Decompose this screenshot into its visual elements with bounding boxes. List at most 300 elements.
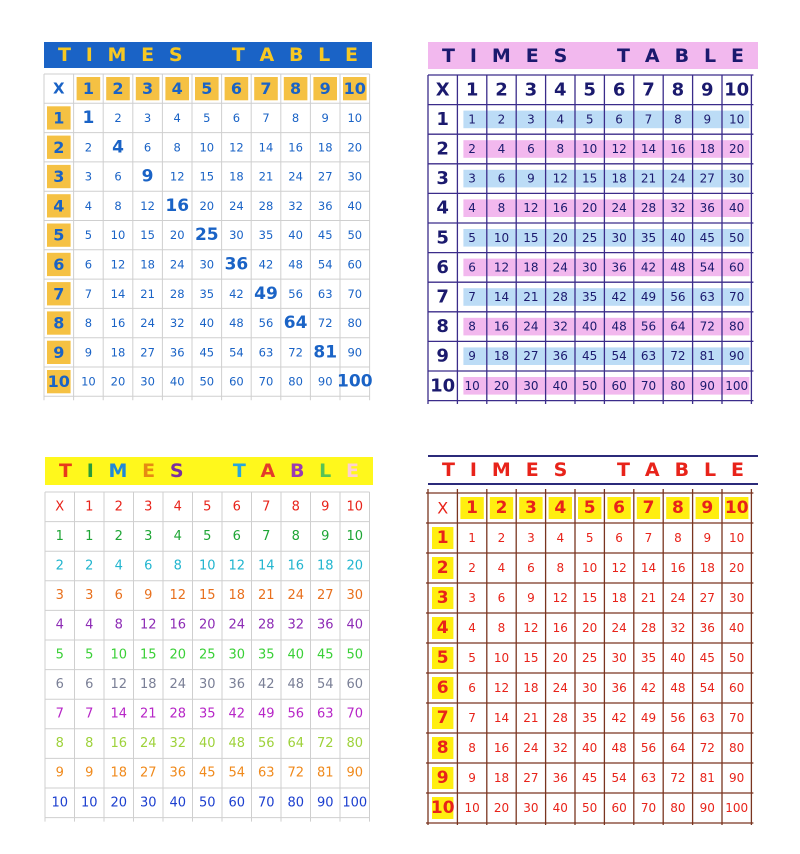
row-header: 9: [55, 765, 64, 781]
table-cell: 49: [257, 706, 275, 722]
table-cell: 14: [110, 286, 126, 301]
table-cell: 40: [582, 319, 598, 334]
table-cell: 8: [291, 528, 300, 544]
table-cell: 21: [139, 706, 157, 722]
table-cell: 45: [582, 771, 598, 785]
grid-red: [425, 455, 761, 825]
grid-blue: [42, 42, 375, 404]
table-cell: 70: [346, 706, 364, 722]
table-cell: 54: [316, 676, 334, 692]
table-cell: 70: [347, 286, 363, 301]
table-cell: 8: [674, 531, 682, 545]
table-cell: 42: [611, 290, 627, 304]
corner-x: X: [55, 499, 65, 515]
table-cell: 28: [258, 198, 274, 213]
title-letter: T: [232, 460, 246, 482]
table-cell: 12: [493, 260, 510, 275]
table-cell: 40: [582, 741, 598, 755]
table-cell: 60: [729, 681, 745, 695]
table-cell: 18: [140, 257, 155, 272]
table-cell: 12: [229, 140, 244, 155]
table-cell: 16: [670, 561, 686, 575]
table-cell: 42: [611, 711, 627, 725]
table-cell: 7: [644, 112, 653, 127]
table-cell: 27: [523, 349, 539, 364]
table-cell: 70: [640, 801, 657, 815]
corner-x: X: [53, 79, 65, 98]
table-cell: 72: [699, 741, 715, 755]
row-header: 5: [55, 647, 64, 663]
table-cell: 54: [611, 349, 627, 364]
column-header: 4: [171, 79, 183, 99]
table-cell: 4: [497, 561, 506, 575]
table-cell: 54: [699, 681, 715, 695]
row-header: 2: [53, 137, 65, 157]
title-letter: A: [259, 44, 275, 66]
table-cell: 48: [611, 741, 627, 755]
table-cell: 35: [640, 230, 657, 245]
table-cell: 42: [258, 257, 274, 272]
table-cell: 20: [110, 374, 126, 389]
table-cell: 72: [670, 771, 686, 785]
table-cell: 49: [254, 283, 278, 304]
table-cell: 56: [640, 319, 657, 334]
table-cell: 6: [497, 171, 506, 186]
table-cell: 16: [165, 195, 190, 216]
table-cell: 54: [229, 345, 244, 360]
table-cell: 81: [313, 342, 338, 363]
table-cell: 8: [556, 142, 565, 156]
table-cell: 36: [552, 771, 568, 785]
table-cell: 25: [194, 225, 219, 246]
table-cell: 20: [582, 621, 598, 635]
column-header: 8: [671, 79, 685, 101]
table-cell: 6: [114, 169, 122, 184]
table-cell: 48: [611, 319, 627, 334]
table-cell: 9: [527, 171, 535, 186]
corner-x: X: [435, 79, 450, 101]
title-letter: T: [617, 44, 630, 67]
table-cell: 45: [699, 651, 715, 665]
table-cell: 27: [139, 765, 157, 781]
table-cell: 30: [198, 676, 216, 692]
table-cell: 10: [464, 378, 480, 393]
table-cell: 50: [582, 801, 598, 815]
table-cell: 10: [346, 528, 364, 544]
table-cell: 27: [523, 771, 539, 785]
table-cell: 6: [497, 591, 506, 605]
table-cell: 56: [670, 711, 686, 725]
table-cell: 24: [670, 591, 686, 605]
column-header: 2: [495, 79, 508, 101]
table-cell: 54: [317, 257, 333, 272]
row-header: 5: [53, 225, 65, 245]
table-cell: 12: [228, 558, 246, 574]
title-letter: B: [288, 44, 304, 66]
table-cell: 35: [640, 651, 657, 665]
table-cell: 30: [611, 230, 627, 245]
table-cell: 1: [82, 107, 95, 128]
row-header: 8: [55, 736, 64, 752]
grid-purple: [425, 42, 761, 404]
title-letter: M: [491, 44, 511, 67]
table-cell: 30: [729, 171, 745, 186]
table-cell: 45: [317, 228, 333, 243]
table-cell: 3: [527, 112, 535, 127]
table-cell: 35: [257, 647, 275, 663]
table-cell: 6: [615, 112, 623, 127]
row-header: 4: [436, 197, 449, 219]
table-cell: 40: [288, 228, 303, 243]
column-header: 6: [612, 79, 626, 101]
table-cell: 7: [262, 110, 270, 125]
row-header: 7: [53, 284, 65, 304]
column-header: 8: [290, 79, 302, 99]
table-cell: 36: [224, 254, 249, 275]
table-cell: 2: [114, 528, 123, 544]
table-cell: 18: [316, 558, 334, 574]
table-cell: 20: [346, 558, 364, 574]
table-cell: 30: [346, 588, 364, 604]
table-cell: 16: [288, 140, 303, 155]
table-cell: 30: [140, 374, 155, 389]
table-cell: 60: [229, 374, 244, 389]
table-cell: 72: [316, 736, 334, 752]
table-cell: 90: [316, 795, 334, 811]
table-cell: 60: [228, 795, 246, 811]
column-header: 10: [343, 79, 366, 99]
table-cell: 48: [287, 676, 305, 692]
table-cell: 28: [257, 617, 275, 633]
table-cell: 27: [699, 171, 715, 186]
table-cell: 6: [468, 260, 476, 275]
times-table-rainbow: [42, 457, 375, 822]
table-cell: 12: [552, 171, 568, 186]
table-cell: 20: [199, 198, 215, 213]
table-cell: 18: [317, 140, 333, 155]
table-cell: 81: [699, 771, 715, 785]
table-cell: 12: [552, 591, 568, 605]
table-cell: 36: [317, 198, 333, 213]
column-header: 5: [583, 79, 596, 101]
title-letter: E: [525, 44, 539, 67]
column-header: 2: [114, 499, 123, 515]
table-cell: 7: [644, 531, 653, 545]
table-cell: 15: [523, 230, 539, 245]
table-cell: 40: [670, 651, 686, 665]
table-cell: 12: [140, 198, 155, 213]
row-header: 1: [436, 528, 449, 548]
times-table-red: [425, 455, 761, 825]
table-cell: 10: [729, 112, 745, 127]
row-header: 10: [430, 375, 456, 397]
row-header: 8: [53, 313, 65, 333]
table-cell: 8: [173, 140, 181, 155]
table-cell: 70: [729, 290, 745, 304]
table-cell: 6: [114, 588, 123, 604]
table-cell: 1: [468, 112, 476, 127]
table-cell: 7: [262, 528, 271, 544]
title-letter: I: [469, 44, 477, 67]
table-cell: 12: [611, 561, 627, 575]
table-cell: 48: [670, 681, 686, 695]
table-cell: 30: [139, 795, 157, 811]
title-letter: M: [107, 44, 127, 66]
table-cell: 56: [670, 290, 686, 304]
table-cell: 10: [110, 647, 128, 663]
table-cell: 50: [582, 378, 598, 393]
table-cell: 36: [699, 201, 715, 216]
table-cell: 30: [582, 260, 598, 275]
table-cell: 56: [258, 316, 274, 331]
table-cell: 35: [582, 290, 598, 304]
table-cell: 18: [523, 260, 539, 275]
table-cell: 24: [552, 260, 568, 275]
table-cell: 30: [199, 257, 215, 272]
row-header: 8: [436, 316, 449, 338]
row-header: 6: [436, 678, 449, 698]
column-header: 10: [724, 79, 750, 101]
table-cell: 8: [84, 316, 93, 331]
table-cell: 80: [287, 795, 305, 811]
title-letter: M: [108, 460, 128, 482]
column-header: 7: [262, 499, 271, 515]
title-letter: L: [318, 44, 331, 66]
table-cell: 15: [198, 588, 216, 604]
table-cell: 81: [316, 765, 334, 781]
table-cell: 2: [468, 142, 476, 156]
table-cell: 63: [258, 345, 274, 360]
table-cell: 6: [85, 676, 94, 692]
table-cell: 32: [288, 198, 303, 213]
table-cell: 32: [670, 621, 686, 635]
table-cell: 1: [468, 531, 476, 545]
table-cell: 63: [257, 765, 275, 781]
table-cell: 20: [169, 647, 187, 663]
table-cell: 70: [640, 378, 657, 393]
table-cell: 6: [468, 681, 476, 695]
column-header: 3: [524, 498, 537, 518]
table-cell: 18: [699, 561, 715, 575]
table-cell: 72: [287, 765, 305, 781]
table-cell: 45: [316, 647, 334, 663]
table-cell: 70: [258, 374, 274, 389]
row-header: 10: [51, 795, 69, 811]
column-header: 10: [724, 498, 749, 518]
title-letter: S: [169, 460, 184, 482]
title-letter: I: [469, 459, 477, 481]
table-cell: 20: [110, 795, 128, 811]
table-cell: 8: [468, 741, 476, 755]
row-header: 1: [55, 528, 64, 544]
table-cell: 4: [468, 201, 476, 216]
table-cell: 16: [670, 142, 686, 156]
table-cell: 40: [347, 198, 363, 213]
table-cell: 50: [729, 651, 745, 665]
table-cell: 25: [198, 647, 216, 663]
table-cell: 36: [611, 681, 627, 695]
table-cell: 10: [729, 531, 745, 545]
table-cell: 9: [321, 528, 330, 544]
table-cell: 60: [729, 260, 745, 275]
table-cell: 14: [257, 558, 275, 574]
table-cell: 5: [84, 228, 93, 243]
row-header: 4: [436, 618, 449, 638]
title-letter: A: [644, 459, 660, 481]
table-cell: 90: [729, 771, 745, 785]
column-header: 1: [85, 499, 94, 515]
table-cell: 50: [199, 374, 215, 389]
title-letter: L: [703, 44, 717, 67]
row-header: 9: [436, 768, 449, 788]
title-letter: M: [491, 459, 511, 481]
row-header: 6: [436, 256, 449, 278]
table-cell: 35: [582, 711, 598, 725]
row-header: 1: [53, 108, 65, 128]
table-cell: 42: [228, 706, 246, 722]
table-cell: 10: [582, 561, 598, 575]
table-cell: 1: [85, 528, 94, 544]
column-header: 6: [230, 79, 242, 99]
table-cell: 32: [552, 741, 568, 755]
table-cell: 21: [523, 711, 539, 725]
table-cell: 20: [552, 651, 568, 665]
table-cell: 16: [110, 736, 128, 752]
table-cell: 14: [110, 706, 128, 722]
table-cell: 40: [729, 621, 745, 635]
column-header: 1: [466, 498, 479, 518]
table-cell: 15: [523, 651, 539, 665]
table-cell: 45: [699, 230, 715, 245]
row-header: 7: [436, 708, 449, 728]
table-cell: 4: [173, 528, 182, 544]
table-cell: 18: [611, 591, 627, 605]
table-cell: 18: [699, 142, 715, 156]
table-cell: 21: [640, 591, 657, 605]
table-cell: 70: [257, 795, 275, 811]
title-letter: S: [553, 44, 568, 67]
table-cell: 27: [699, 591, 715, 605]
table-cell: 8: [291, 110, 300, 125]
table-cell: 48: [229, 316, 244, 331]
table-cell: 14: [640, 142, 657, 156]
title-letter: I: [86, 460, 94, 482]
table-cell: 7: [468, 711, 476, 725]
table-cell: 100: [725, 378, 749, 393]
title-letter: T: [59, 460, 72, 482]
table-cell: 48: [228, 736, 246, 752]
column-header: 7: [642, 79, 655, 101]
table-cell: 45: [582, 349, 598, 364]
table-cell: 27: [317, 169, 333, 184]
table-cell: 4: [114, 558, 123, 574]
column-header: 8: [291, 499, 300, 515]
table-cell: 30: [523, 801, 539, 815]
table-cell: 24: [169, 676, 187, 692]
table-cell: 3: [143, 110, 152, 125]
table-cell: 80: [670, 801, 686, 815]
table-cell: 28: [640, 201, 657, 216]
table-cell: 18: [229, 169, 244, 184]
table-cell: 40: [670, 230, 686, 245]
table-cell: 32: [552, 319, 568, 334]
table-cell: 2: [468, 561, 476, 575]
table-cell: 9: [703, 112, 712, 127]
title-letter: S: [168, 44, 183, 66]
table-cell: 5: [203, 110, 211, 125]
table-cell: 24: [611, 201, 627, 216]
table-cell: 12: [139, 617, 157, 633]
title-letter: T: [442, 459, 455, 481]
table-cell: 50: [346, 647, 364, 663]
table-cell: 48: [670, 260, 686, 275]
table-cell: 10: [493, 230, 510, 245]
title-letter: T: [442, 44, 455, 67]
table-cell: 9: [85, 765, 94, 781]
table-cell: 30: [582, 681, 598, 695]
column-header: 4: [554, 79, 567, 101]
row-header: 5: [436, 227, 449, 249]
table-cell: 16: [493, 319, 510, 334]
table-cell: 7: [84, 286, 93, 301]
table-cell: 9: [703, 531, 712, 545]
table-cell: 8: [173, 558, 182, 574]
corner-x: X: [437, 498, 449, 518]
table-cell: 42: [640, 681, 657, 695]
column-header: 6: [232, 499, 241, 515]
table-cell: 3: [527, 531, 535, 545]
table-cell: 18: [228, 588, 246, 604]
table-cell: 14: [640, 561, 657, 575]
table-cell: 15: [582, 591, 598, 605]
table-cell: 49: [640, 290, 657, 304]
table-cell: 36: [552, 349, 568, 364]
row-header: 5: [436, 648, 449, 668]
table-cell: 16: [287, 558, 305, 574]
row-header: 4: [55, 617, 64, 633]
table-cell: 24: [288, 169, 303, 184]
table-cell: 12: [169, 588, 187, 604]
table-cell: 90: [699, 801, 715, 815]
table-cell: 80: [670, 378, 686, 393]
table-cell: 20: [552, 230, 568, 245]
table-cell: 90: [729, 349, 745, 364]
table-cell: 63: [699, 711, 715, 725]
table-cell: 20: [198, 617, 216, 633]
title-letter: T: [231, 44, 245, 66]
table-cell: 20: [729, 561, 745, 575]
row-header: 2: [55, 558, 64, 574]
table-cell: 70: [729, 711, 745, 725]
table-cell: 25: [582, 230, 598, 245]
title-letter: I: [85, 44, 93, 66]
table-cell: 36: [169, 765, 187, 781]
column-header: 2: [112, 79, 124, 99]
row-header: 8: [436, 738, 449, 758]
table-cell: 24: [287, 588, 305, 604]
row-header: 3: [53, 167, 65, 187]
table-cell: 12: [611, 142, 627, 156]
table-cell: 40: [552, 801, 568, 815]
table-cell: 40: [169, 374, 185, 389]
table-cell: 2: [84, 140, 93, 155]
table-cell: 30: [523, 378, 539, 393]
table-cell: 2: [114, 110, 122, 125]
table-cell: 100: [342, 795, 368, 811]
table-cell: 4: [112, 137, 124, 158]
table-cell: 24: [229, 198, 244, 213]
table-cell: 90: [699, 378, 715, 393]
